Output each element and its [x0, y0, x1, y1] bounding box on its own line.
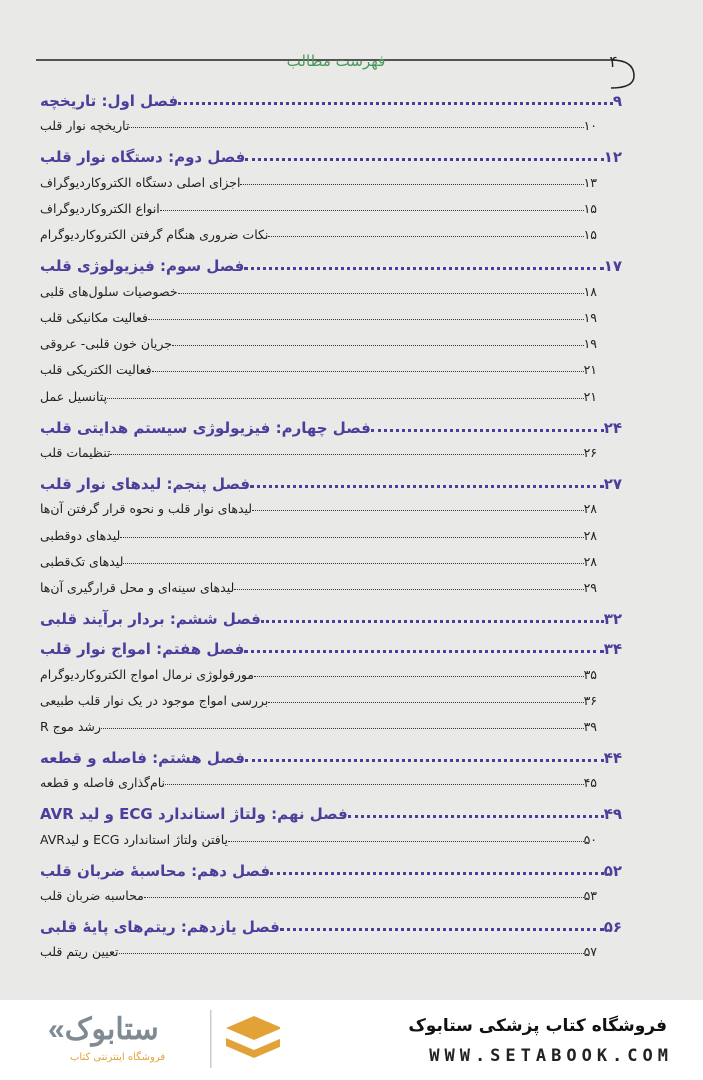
toc-chapter-entry [36, 918, 626, 936]
toc-chapter-entry [36, 640, 626, 658]
shop-logo [30, 1008, 280, 1074]
dot-leader [234, 589, 583, 590]
shop-footer [0, 1000, 703, 1080]
dot-leader [110, 454, 583, 455]
dot-leader [148, 319, 584, 320]
toc-entry-page: ۱۹ [583, 336, 597, 352]
toc-entry-title: خصوصیات سلول‌های قلبی [40, 283, 178, 299]
toc-entry-title: فصل دوم: دستگاه نوار قلب [40, 148, 246, 167]
toc-entry-page: ۱۲ [603, 148, 622, 167]
toc-section-entry [36, 832, 601, 847]
dot-leader [172, 345, 584, 346]
page-header [36, 46, 636, 90]
toc-section-entry [36, 888, 601, 903]
dot-leader [245, 158, 603, 161]
dot-leader [129, 127, 583, 128]
dot-leader [244, 267, 603, 270]
dot-leader [228, 841, 584, 842]
toc-entry-title: فصل چهارم: فیزیولوژی سیستم هدایتی قلب [40, 418, 371, 437]
toc-section-entry [36, 554, 601, 569]
toc-entry-title: فصل هشتم: فاصله و قطعه [40, 749, 245, 768]
toc-chapter-entry [36, 805, 626, 823]
toc-entry-title: جریان خون قلبی- عروقی [40, 336, 172, 352]
toc-section-entry [36, 719, 601, 734]
toc-entry-page: ۲۴ [603, 418, 622, 437]
toc-chapter-entry [36, 92, 626, 110]
dot-leader [254, 676, 584, 677]
toc-entry-title: نکات ضروری هنگام گرفتن الکتروکاردیوگرام [40, 227, 269, 243]
dot-leader [252, 510, 583, 511]
toc-section-entry [36, 175, 601, 190]
header-title: فهرست مطالب [286, 52, 386, 70]
toc-entry-page: ۴۹ [603, 805, 622, 824]
toc-section-entry [36, 580, 601, 595]
toc-section-entry [36, 775, 601, 790]
toc-entry-title: تنظیمات قلب [40, 445, 111, 460]
toc-section-entry [36, 528, 601, 543]
dot-leader [152, 371, 584, 372]
toc-section-entry [36, 310, 601, 325]
toc-entry-title: فعالیت مکانیکی قلب [40, 309, 148, 325]
toc-entry-page: ۱۵ [583, 200, 597, 216]
toc-entry-page: ۱۸ [583, 283, 597, 299]
toc-chapter-entry [36, 862, 626, 880]
toc-entry-page: ۹ [612, 92, 622, 110]
toc-entry-title: فصل سوم: فیزیولوژی قلب [40, 257, 245, 276]
dot-leader [250, 485, 604, 488]
toc-chapter-entry [36, 419, 626, 437]
toc-entry-page: ۲۸ [583, 501, 597, 517]
page-number: ۴ [609, 52, 618, 71]
toc-entry-title: رشد موج R [40, 719, 101, 735]
toc-section-entry [36, 362, 601, 377]
toc-section-entry [36, 389, 601, 404]
toc-chapter-entry [36, 148, 626, 166]
toc-entry-title: تاریخچه نوار قلب [40, 118, 130, 134]
toc-section-entry [36, 118, 601, 133]
dot-leader [178, 293, 584, 294]
toc-entry-title: فصل هفتم: امواج نوار قلب [40, 640, 245, 659]
dot-leader [240, 184, 583, 185]
toc-entry-page: ۴۴ [603, 749, 622, 768]
toc-entry-title: محاسبه ضربان قلب [40, 888, 144, 903]
toc-entry-page: ۳۹ [583, 719, 597, 735]
toc-entry-page: ۵۲ [603, 861, 622, 880]
toc-section-entry [36, 445, 601, 460]
toc-section-entry [36, 227, 601, 242]
dot-leader [165, 784, 584, 785]
toc-entry-page: ۱۵ [583, 227, 597, 243]
toc-entry-title: فصل اول: تاریخچه [40, 92, 179, 110]
toc-entry-page: ۲۸ [583, 527, 597, 543]
dot-leader [101, 728, 584, 729]
dot-leader [261, 620, 604, 623]
dot-leader [123, 563, 583, 564]
dot-leader [348, 815, 604, 818]
toc-entry-page: ۳۲ [603, 610, 622, 629]
dot-leader [268, 236, 583, 237]
toc-entry-title: لیدهای تک‌قطبی [40, 553, 124, 569]
toc-entry-page: ۵۳ [583, 888, 597, 903]
dot-leader [270, 872, 604, 875]
toc-entry-page: ۵۶ [603, 918, 622, 936]
toc-entry-title: لیدهای نوار قلب و نحوه قرار گرفتن آن‌ها [40, 501, 253, 517]
toc-entry-page: ۱۰ [583, 118, 597, 134]
toc-entry-title: فصل یازدهم: ریتم‌های پایۀ قلبی [40, 918, 280, 936]
dot-leader [244, 650, 603, 653]
toc-entry-title: فصل نهم: ولتاژ استاندارد ECG و لید AVR [40, 805, 348, 824]
toc-entry-page: ۲۱ [583, 362, 597, 378]
toc-entry-title: فعالیت الکتریکی قلب [40, 362, 152, 378]
toc-entry-title: مورفولوژی نرمال امواج الکتروکاردیوگرام [40, 666, 255, 682]
toc-entry-title: لیدهای سینه‌ای و محل قرارگیری آن‌ها [40, 580, 235, 596]
dot-leader [371, 429, 604, 432]
toc-section-entry [36, 944, 601, 959]
toc-entry-page: ۲۷ [603, 475, 622, 493]
shop-name: فروشگاه کتاب پزشکی ستابوک [408, 1016, 667, 1036]
dot-leader [280, 928, 604, 931]
toc-entry-page: ۵۰ [583, 831, 597, 847]
toc-entry-title: فصل پنجم: لیدهای نوار قلب [40, 475, 251, 493]
toc-entry-page: ۲۹ [583, 580, 597, 596]
toc-entry-title: نام‌گذاری فاصله و قطعه [40, 775, 165, 791]
toc-chapter-entry [36, 257, 626, 275]
toc-chapter-entry [36, 610, 626, 628]
dot-leader [268, 702, 583, 703]
toc-entry-title: لیدهای دوقطبی [40, 527, 121, 543]
dot-leader [144, 897, 584, 898]
toc-entry-page: ۱۷ [603, 257, 622, 276]
toc-section-entry [36, 284, 601, 299]
toc-entry-page: ۱۳ [583, 174, 597, 190]
toc-section-entry [36, 501, 601, 516]
toc-entry-page: ۱۹ [583, 309, 597, 325]
dot-leader [245, 759, 604, 762]
dot-leader [107, 398, 584, 399]
logo-subtitle: فروشگاه اینترنتی کتاب [70, 1052, 166, 1063]
dot-leader [120, 537, 583, 538]
toc-entry-page: ۳۵ [583, 666, 597, 682]
toc-entry-title: فصل ششم: بردار برآیند قلبی [40, 610, 261, 629]
toc-entry-title: پتانسیل عمل [40, 388, 108, 404]
toc-entry-title: اجزای اصلی دستگاه الکتروکاردیوگراف [40, 174, 241, 190]
toc-entry-page: ۳۴ [603, 640, 622, 659]
dot-leader [178, 102, 613, 105]
toc-entry-title: تعیین ریتم قلب [40, 944, 119, 960]
toc-chapter-entry [36, 475, 626, 493]
logo-wordmark: «ستابوک [48, 1013, 159, 1046]
toc-entry-page: ۲۸ [583, 553, 597, 569]
toc-entry-title: انواع الکتروکاردیوگراف [40, 200, 160, 216]
toc-chapter-entry [36, 749, 626, 767]
toc-entry-page: ۵۷ [583, 944, 597, 960]
toc-section-entry [36, 667, 601, 682]
dot-leader [160, 210, 584, 211]
toc-entry-title: یافتن ولتاژ استاندارد ECG و لیدAVR [40, 831, 229, 847]
toc-section-entry [36, 201, 601, 216]
toc-entry-page: ۲۱ [583, 388, 597, 404]
toc-entry-page: ۴۵ [583, 775, 597, 791]
dot-leader [119, 953, 584, 954]
toc-entry-title: فصل دهم: محاسبۀ ضربان قلب [40, 861, 271, 880]
toc-section-entry [36, 693, 601, 708]
toc-entry-page: ۳۶ [583, 692, 597, 708]
toc-entry-title: بررسی امواج موجود در یک نوار قلب طبیعی [40, 692, 269, 708]
toc-section-entry [36, 336, 601, 351]
toc-entry-page: ۲۶ [583, 445, 597, 460]
shop-url[interactable]: WWW.SETABOOK.COM [429, 1046, 673, 1066]
